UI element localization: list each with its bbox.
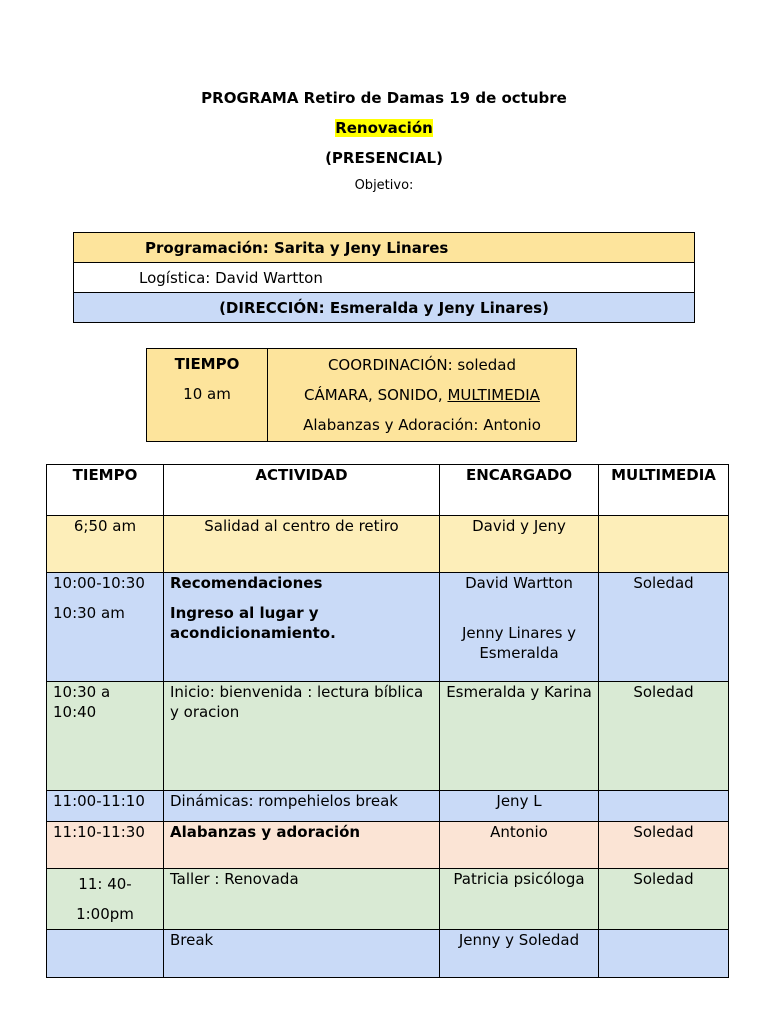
coordination-cell: [268, 349, 577, 442]
row-media: [599, 516, 729, 573]
row-media: Soledad: [599, 573, 729, 682]
multimedia-link[interactable]: MULTIMEDIA: [447, 386, 540, 404]
coordinacion-text: COORDINACIÓN: soledad: [327, 356, 517, 374]
objective-label: Objetivo:: [354, 178, 414, 193]
row-activity: Recomendaciones: [170, 574, 323, 592]
camara-text: CÁMARA, SONIDO,: [304, 386, 448, 404]
time-value: 10 am: [183, 385, 231, 403]
subtitle-highlight: Renovación: [335, 119, 433, 137]
row-person: Jenny y Soledad: [440, 930, 599, 978]
row-media: Soledad: [599, 869, 729, 930]
row-time: 10:30 a 10:40: [47, 682, 164, 791]
row-media: Soledad: [599, 682, 729, 791]
tiempo-label: TIEMPO: [174, 355, 240, 373]
row-media: [599, 930, 729, 978]
schedule-table: [46, 464, 729, 978]
header-actividad: ACTIVIDAD: [164, 465, 440, 516]
row-time: 6;50 am: [47, 516, 164, 573]
row-activity-secondary: Ingreso al lugar y acondicionamiento.: [170, 604, 336, 642]
row-media: Soledad: [599, 822, 729, 869]
table-row: [47, 791, 729, 822]
row-time: 10:00-10:30: [53, 574, 145, 592]
row-time-cell: [47, 869, 164, 930]
row-activity: Inicio: bienvenida : lectura bíblica y oracion: [164, 682, 440, 791]
document-title: PROGRAMA Retiro de Damas 19 de octubre: [201, 89, 567, 107]
row-time: 11:10-11:30: [47, 822, 164, 869]
row-person: Jeny L: [440, 791, 599, 822]
row-activity: Salidad al centro de retiro: [164, 516, 440, 573]
row-time-cell: [47, 573, 164, 682]
table-row: [47, 869, 729, 930]
table-row: [47, 682, 729, 791]
tiempo-cell: [147, 349, 268, 442]
alabanzas-text: Alabanzas y Adoración: Antonio: [303, 416, 541, 434]
row-time-secondary: 1:00pm: [76, 905, 134, 923]
row-person: David y Jeny: [440, 516, 599, 573]
row-time: 11:00-11:10: [47, 791, 164, 822]
mode-label: (PRESENCIAL): [325, 149, 443, 167]
row-person: Patricia psicóloga: [440, 869, 599, 930]
table-row: [47, 930, 729, 978]
logistica-cell: Logística: David Wartton: [74, 263, 695, 293]
row-activity-cell: [164, 573, 440, 682]
header-multimedia: MULTIMEDIA: [599, 465, 729, 516]
table-row: [47, 822, 729, 869]
schedule-header-row: [47, 465, 729, 516]
row-media: [599, 791, 729, 822]
row-activity: Taller : Renovada: [164, 869, 440, 930]
row-activity: Alabanzas y adoración: [164, 822, 440, 869]
row-time: 11: 40-: [78, 875, 132, 893]
row-person-secondary: Jenny Linares y Esmeralda: [461, 624, 577, 662]
row-activity: Dinámicas: rompehielos break: [164, 791, 440, 822]
row-person-cell: [440, 573, 599, 682]
row-activity: Break: [164, 930, 440, 978]
header-tiempo: TIEMPO: [47, 465, 164, 516]
info-table: [73, 232, 695, 323]
table-row: [47, 516, 729, 573]
camara-line: [269, 380, 575, 410]
row-person: Antonio: [440, 822, 599, 869]
coordination-table: [146, 348, 577, 442]
row-time-secondary: 10:30 am: [53, 604, 125, 622]
row-person: Esmeralda y Karina: [440, 682, 599, 791]
row-time: [47, 930, 164, 978]
direccion-cell: (DIRECCIÓN: Esmeralda y Jeny Linares): [74, 293, 695, 323]
programacion-cell: Programación: Sarita y Jeny Linares: [74, 233, 695, 263]
row-person: David Wartton: [465, 574, 573, 592]
document-subtitle: [0, 119, 768, 137]
header-encargado: ENCARGADO: [440, 465, 599, 516]
table-row: [47, 573, 729, 682]
